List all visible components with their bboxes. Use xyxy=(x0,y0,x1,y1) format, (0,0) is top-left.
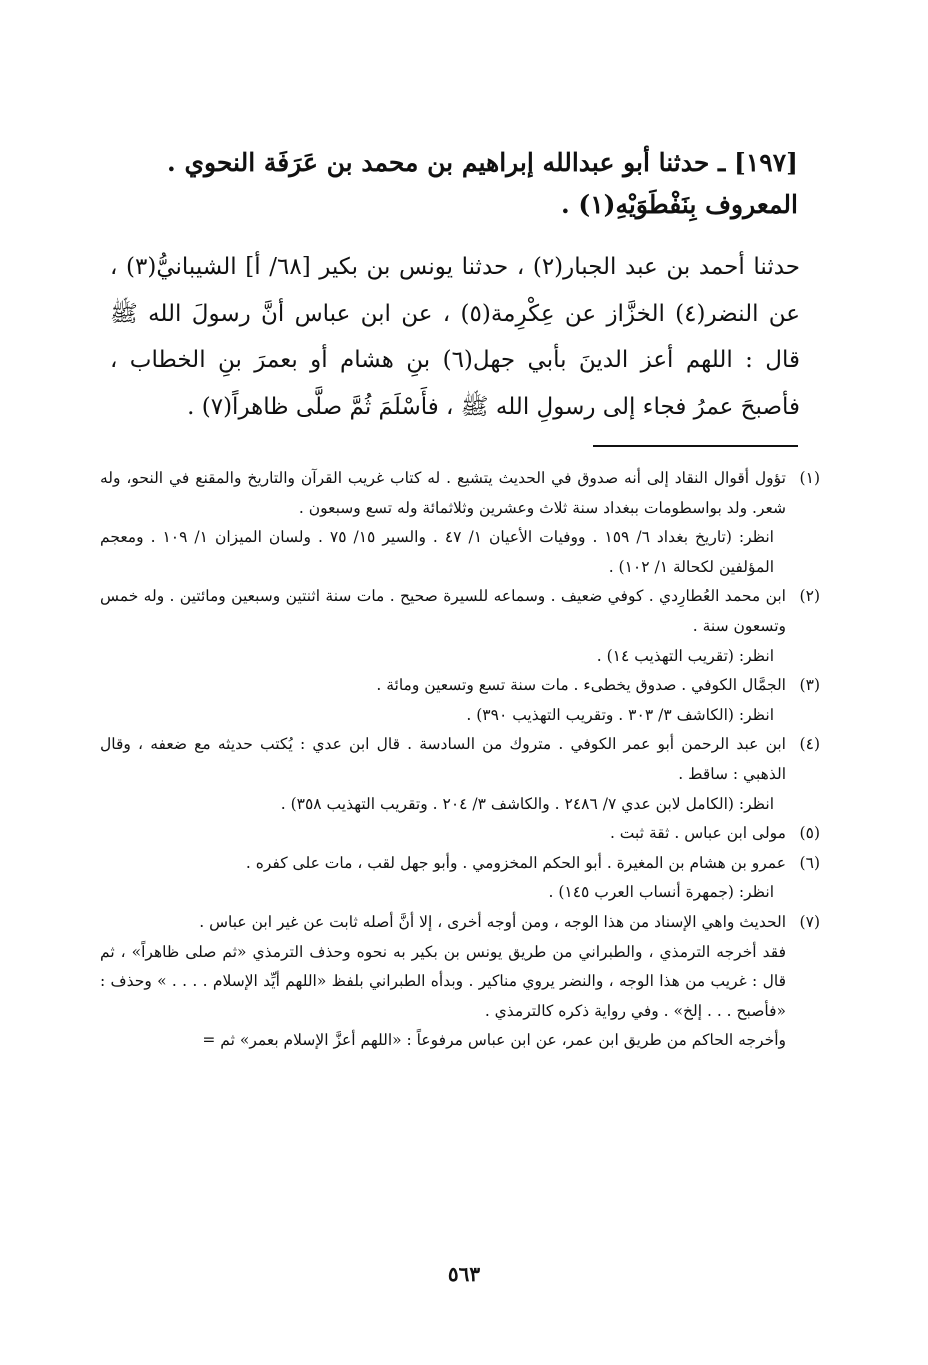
footnote-text: الجمَّال الكوفي . صدوق يخطىء . مات سنة تسع وتسعين ومائة . xyxy=(376,676,786,695)
footnote-4-citation: انظر: (الكامل لابن عدي ٧/ ٢٤٨٦ . والكاشف ٣/ ٢٠٤ . وتقريب التهذيب ٣٥٨) . xyxy=(280,794,774,813)
hadith-heading xyxy=(98,142,798,226)
footnote-text: الحديث واهي الإسناد من هذا الوجه ، ومن أوجه أخرى ، إلا أنَّ أصله ثابت عن غير ابن عباس . xyxy=(199,912,786,931)
footnote-number: (١) xyxy=(799,469,820,487)
footnote-text: عمرو بن هشام بن المغيرة . أبو الحكم المخزومي . وأبو جهل لقب ، مات على كفره . xyxy=(245,853,786,872)
footnote-number: (٥) xyxy=(799,824,820,843)
footnote-6 xyxy=(100,849,820,879)
footnote-1 xyxy=(100,464,820,523)
footnote-1-citation: انظر: (تاريخ بغداد ٦/ ١٥٩ . ووفيات الأعيان ١/ ٤٧ . والسير ١٥/ ٧٥ . ولسان الميزان ١/ ١٠٩ . ومعجم المؤلفين لكحالة ١/ ١٠٢) . xyxy=(100,528,774,576)
footnote-number: (٤) xyxy=(799,735,820,754)
footnote-text: تؤول أقوال النقاد إلى أنه صدوق في الحديث يتشيع . له كتاب غريب القرآن والتاريخ والمقنع في النحو، وله شعر. ولد بواسطومات ببغداد سنة ثلاث وعشرين وثلاثمائة وله تسع وسبعون . xyxy=(100,469,786,517)
footnote-6-citation: انظر: (جمهرة أنساب العرب ١٤٥) . xyxy=(548,883,774,902)
heading-line-2: المعروف بِنَفْطَوَيْهِ(١) . xyxy=(560,190,798,219)
footnote-number: (٣) xyxy=(799,676,820,695)
footnote-separator xyxy=(593,445,798,447)
footnote-text: مولى ابن عباس . ثقة ثبت . xyxy=(609,824,786,843)
footnotes xyxy=(100,464,820,1056)
heading-line-1: [١٩٧] ـ حدثنا أبو عبدالله إبراهيم بن محمد بن عَرَفَة النحوي . xyxy=(167,148,798,177)
footnote-3-citation: انظر: (الكاشف ٣/ ٣٠٣ . وتقريب التهذيب ٣٩٠) . xyxy=(466,705,774,724)
footnote-text: ابن عبد الرحمن أبو عمر الكوفي . متروك من السادسة . قال ابن عدي : يُكتب حديثه مع ضعفه ، وقال الذهبي : ساقط . xyxy=(100,735,786,783)
footnote-3 xyxy=(100,671,820,701)
page-number: ٥٦٣ xyxy=(447,1262,481,1286)
footnote-2 xyxy=(100,582,820,641)
footnote-4 xyxy=(100,730,820,789)
footnote-number: (٧) xyxy=(799,912,820,931)
footnote-5 xyxy=(100,819,820,849)
footnote-7-takhrij-1: فقد أخرجه الترمذي ، والطبراني من طريق يونس بن بكير به نحوه وحذف الترمذي «ثم صلى ظاهراً» ، ثم قال : غريب من هذا الوجه ، والنضر يروي مناكير . وبدأه الطبراني بلفظ «اللهم أيِّد الإسلام . . . . » وحذف : «فأصبح . . . إلخ» . وفي رواية ذكره كالترمذي . xyxy=(100,942,786,1020)
footnote-number: (٢) xyxy=(799,587,820,606)
footnote-text: ابن محمد العُطارِدي . كوفي ضعيف . وسماعه للسيرة صحيح . مات سنة اثنتين وسبعين ومائتين . وله خمس وتسعون سنة . xyxy=(100,587,786,635)
footnote-2-citation: انظر: (تقريب التهذيب ١٤) . xyxy=(596,646,774,665)
footnote-7 xyxy=(100,908,820,938)
footnote-number: (٦) xyxy=(799,853,820,872)
footnote-7-takhrij-2: وأخرجه الحاكم من طريق ابن عمر، عن ابن عباس مرفوعاً : «اللهم أعزَّ الإسلام بعمر» ثم = xyxy=(202,1031,786,1050)
hadith-text: حدثنا أحمد بن عبد الجبار(٢) ، حدثنا يونس بن بكير [٦٨/ أ] الشيبانيُّ(٣) ، عن النضر(٤) الخزَّاز عن عِكْرِمة(٥) ، عن ابن عباس أنَّ رسولَ الله ﷺ قال : اللهم أعز الدينَ بأبي جهل(٦) بنِ هشام أو بعمرَ بنِ الخطاب ، فأصبحَ عمرُ فجاء إلى رسولِ الله ﷺ ، فأَسْلَمَ ثُمَّ صلَّى ظاهراً(٧) . xyxy=(110,254,801,420)
